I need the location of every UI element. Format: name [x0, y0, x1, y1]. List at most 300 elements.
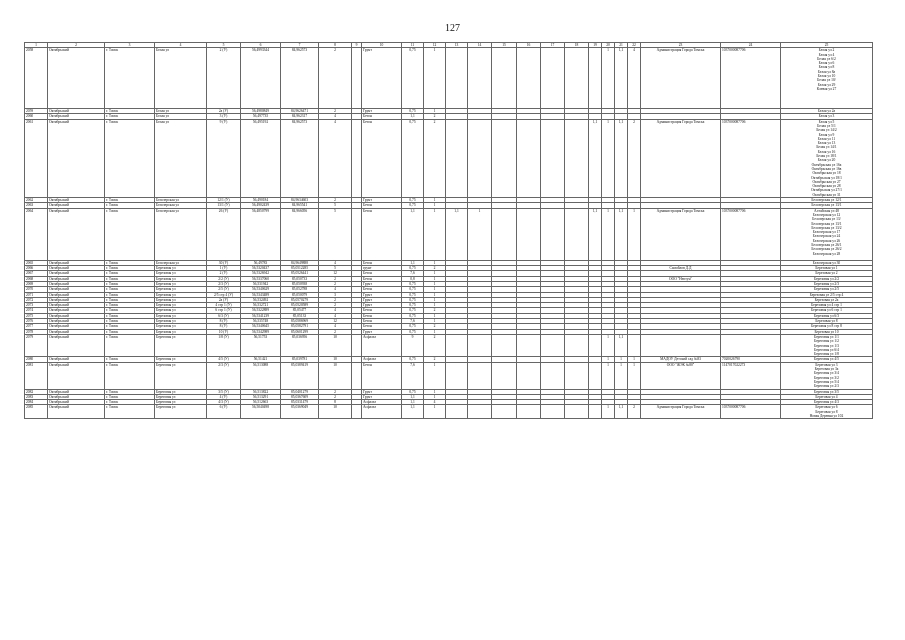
table-cell: 56,532492 [241, 297, 281, 302]
table-cell [541, 119, 565, 197]
table-cell: 2 [424, 334, 446, 356]
table-cell: 6 стр 1 (У) [207, 308, 241, 313]
table-cell: г. Томск [105, 319, 155, 324]
table-cell: 2 [319, 198, 352, 203]
table-cell: Октябрьский [48, 109, 105, 114]
table-cell: Бетон [362, 119, 402, 197]
table-cell: 1 [424, 48, 446, 109]
header-cell: 17 [541, 43, 565, 48]
table-cell: г. Томск [105, 394, 155, 399]
table-cell: 1,1 [402, 114, 424, 119]
table-cell: Береговая ул 3 Береговая ул 3а Береговая ул 3/4 Береговая ул 3/2 Береговая ул 5/4 Береговая ул 2/3 [781, 362, 873, 389]
table-cell: Березовая ул [155, 303, 207, 308]
table-cell: 2 [319, 394, 352, 399]
table-cell: Октябрьский [48, 329, 105, 334]
table-cell: 1 [424, 109, 446, 114]
header-cell: 15 [492, 43, 517, 48]
table-cell: 84,962573 [281, 48, 319, 109]
table-cell: 1 [602, 357, 615, 362]
table-cell: г. Томск [105, 357, 155, 362]
table-cell: Октябрьский [48, 282, 105, 287]
table-cell: 85,0601299 [281, 329, 319, 334]
table-cell: 1 [424, 287, 446, 292]
table-cell [446, 405, 468, 419]
table-cell: 2066 [25, 266, 48, 271]
table-cell: 0,75 [402, 308, 424, 313]
table-cell: 1037000087706 [721, 48, 781, 109]
table-cell: Березовая ул 2/5 стр 4 [781, 292, 873, 297]
table-cell: 2078 [25, 329, 48, 334]
table-cell: 1,1 [615, 48, 628, 109]
table-cell: Асфальт [362, 357, 402, 362]
table-cell: 1 [424, 297, 446, 302]
table-cell: 10 [319, 405, 352, 419]
table-cell: Белозерская ул 30 [781, 260, 873, 265]
table-cell: г. Томск [105, 329, 155, 334]
table-cell [468, 362, 492, 389]
table-cell: Бетон [362, 203, 402, 208]
table-cell: Октябрьский [48, 48, 105, 109]
table-cell: 0,75 [402, 324, 424, 329]
table-cell: 4 [319, 114, 352, 119]
table-cell: 0,75 [402, 48, 424, 109]
table-cell [641, 334, 721, 356]
table-cell: 2072 [25, 297, 48, 302]
table-cell: Береговая ул [155, 357, 207, 362]
table-cell: Бетон [362, 114, 402, 119]
table-cell: Береговая ул [155, 334, 207, 356]
table-cell: 6/3 (У) [207, 313, 241, 318]
table-cell: 2 (У) [207, 271, 241, 276]
table-cell: 56,4980849 [241, 109, 281, 114]
table-cell: Октябрьский [48, 198, 105, 203]
table-cell: 1,1 [589, 208, 602, 260]
table-cell: 0,75 [402, 287, 424, 292]
table-cell: 2085 [25, 405, 48, 419]
table-cell: 2 [319, 329, 352, 334]
table-cell: 2080 [25, 357, 48, 362]
table-cell: г. Томск [105, 405, 155, 419]
table-cell: Октябрьский [48, 203, 105, 208]
table-cell: 85,036956 [281, 334, 319, 356]
table-cell [352, 48, 362, 109]
table-cell: 85,0526441 [281, 271, 319, 276]
table-cell: 4 [319, 287, 352, 292]
table-cell: 56,490184 [241, 198, 281, 203]
table-cell: 7,6 [402, 271, 424, 276]
header-cell: 14 [468, 43, 492, 48]
table-cell: 1 [628, 208, 641, 260]
table-cell: Белая ул [155, 114, 207, 119]
table-cell: 1 [424, 198, 446, 203]
table-cell: Алтайская ул 48 Белозерская ул 12 Белозерская ул 13/ Белозерская ул 13/1 Белозерская ул 13/2 Белозерская ул 17 Белозерская ул 24 Белозерская ул 26 Белозерская ул 26/1 Белозерская ул 26/2 Белозерская ул 28 [781, 208, 873, 260]
table-cell: г. Томск [105, 297, 155, 302]
table-cell [565, 48, 589, 109]
header-cell: 12 [424, 43, 446, 48]
table-cell [565, 208, 589, 260]
table-cell: Грунт [362, 109, 402, 114]
table-cell: 2070 [25, 287, 48, 292]
table-cell: г. Томск [105, 287, 155, 292]
table-cell [468, 119, 492, 197]
table-cell: 56,4902439 [241, 203, 281, 208]
table-cell: Березовая ул [155, 282, 207, 287]
table-cell: 12/1 (У) [207, 198, 241, 203]
table-cell: г. Томск [105, 303, 155, 308]
table-cell: 2/5 стр 4 (У) [207, 292, 241, 297]
table-cell: Администрация Города Томска [641, 119, 721, 197]
table-cell: 4 [424, 400, 446, 405]
table-cell: Октябрьский [48, 319, 105, 324]
table-cell: 1 [602, 334, 615, 356]
table-cell: 2а (У) [207, 109, 241, 114]
table-cell: Березовая ул [155, 287, 207, 292]
table-cell: 1037000087706 [721, 405, 781, 419]
table-cell [352, 334, 362, 356]
table-cell: 0,75 [402, 389, 424, 394]
table-cell: 2077 [25, 324, 48, 329]
table-cell: 56,513088 [241, 362, 281, 389]
table-cell: 85,0369049 [281, 405, 319, 419]
table-cell: 0,8 [402, 276, 424, 281]
header-cell: 22 [628, 43, 641, 48]
table-cell: 30 (У) [207, 260, 241, 265]
table-cell: 1 [628, 357, 641, 362]
table-cell: 4 [319, 324, 352, 329]
table-cell: 4/3 (У) [207, 400, 241, 405]
table-cell: 1037000087706 [721, 208, 781, 260]
table-cell: 2 [319, 282, 352, 287]
table-cell: 1 [424, 362, 446, 389]
table-cell: Администрация Города Томска [641, 405, 721, 419]
table-cell: 1 [424, 276, 446, 281]
table-cell: Береговая ул [155, 394, 207, 399]
table-cell: Береговая ул [155, 362, 207, 389]
table-cell: Березовая ул 2а [781, 297, 873, 302]
table-cell: 1 (У) [207, 266, 241, 271]
table-cell: 84,9634603 [281, 198, 319, 203]
table-cell: Октябрьский [48, 394, 105, 399]
table-cell: 1 [424, 313, 446, 318]
table-cell: Березовая ул [155, 313, 207, 318]
table-cell: 84,966056 [281, 208, 319, 260]
table-cell: Бетон [362, 313, 402, 318]
table-cell: 4 стр 1 (У) [207, 303, 241, 308]
table-cell: 84,9626471 [281, 109, 319, 114]
header-cell: 2 [48, 43, 105, 48]
table-cell: Белая ул 3 [781, 114, 873, 119]
table-cell: Октябрьский [48, 334, 105, 356]
table-cell: г. Томск [105, 400, 155, 405]
table-cell: 2071 [25, 292, 48, 297]
table-cell: 56,4993344 [241, 48, 281, 109]
table-cell: 2081 [25, 362, 48, 389]
table-cell: Березовая ул 10 [781, 329, 873, 334]
table-cell: 10 [319, 334, 352, 356]
table-cell: Бетон [362, 208, 402, 260]
table-cell: 85,05133 [281, 313, 319, 318]
table-cell: 84,965541 [281, 203, 319, 208]
table-cell: 85,052788 [281, 287, 319, 292]
table-cell: г. Томск [105, 208, 155, 260]
table-cell: Березовая ул [155, 292, 207, 297]
table-cell: 8 (У) [207, 319, 241, 324]
table-cell: Белая ул 2а [781, 109, 873, 114]
table-cell: 10 [319, 362, 352, 389]
table-cell: Березовая ул 6/3 [781, 313, 873, 318]
header-cell: 1 [25, 43, 48, 48]
table-cell: 1,1 [589, 119, 602, 197]
table-cell: Октябрьский [48, 260, 105, 265]
table-cell: 84,962317 [281, 114, 319, 119]
table-cell: 1 [424, 329, 446, 334]
table-cell: Октябрьский [48, 119, 105, 197]
table-cell: 2076 [25, 319, 48, 324]
table-row [25, 405, 873, 419]
table-cell [517, 119, 541, 197]
table-cell: 84,9649888 [281, 260, 319, 265]
table-cell: 8 [319, 400, 352, 405]
table-cell: 1,1 [402, 405, 424, 419]
table-cell: 2 (У) [207, 48, 241, 109]
table-cell: Бетон [362, 260, 402, 265]
table-cell: 1037000087706 [721, 119, 781, 197]
table-cell: Березовая ул 6 стр 1 [781, 308, 873, 313]
table-cell: 2061 [25, 119, 48, 197]
table-cell: 2 [319, 389, 352, 394]
table-cell: 56,5320437 [241, 266, 281, 271]
table-cell: г. Томск [105, 271, 155, 276]
table-cell [352, 208, 362, 260]
table-cell: 2 [424, 114, 446, 119]
table-cell: 5 [319, 203, 352, 208]
table-cell: 0,75 [402, 119, 424, 197]
header-cell: 23 [641, 43, 721, 48]
table-cell: 56,5340645 [241, 324, 281, 329]
table-cell [565, 334, 589, 356]
table-cell: 2083 [25, 394, 48, 399]
table-cell: г. Томск [105, 203, 155, 208]
table-cell: 56,5342989 [241, 329, 281, 334]
table-cell: 1 [424, 394, 446, 399]
table-cell: 85,0586969 [281, 319, 319, 324]
table-cell: Березовая ул [155, 297, 207, 302]
table-cell [517, 362, 541, 389]
table-cell: Бетон [362, 319, 402, 324]
table-cell: 4 [319, 119, 352, 197]
header-cell: 24 [721, 43, 781, 48]
table-cell: 2/5 (У) [207, 287, 241, 292]
table-cell: 1,1 [615, 208, 628, 260]
table-cell: 5 [319, 266, 352, 271]
table-cell: 1 [602, 405, 615, 419]
table-cell: Береговая ул 4/3 [781, 400, 873, 405]
table-cell: 2069 [25, 282, 48, 287]
table-cell: 0,75 [402, 357, 424, 362]
table-cell: г. Томск [105, 324, 155, 329]
table-cell: г. Томск [105, 119, 155, 197]
table-cell: Белозерская ул [155, 198, 207, 203]
table-cell [628, 334, 641, 356]
header-cell: 16 [517, 43, 541, 48]
table-cell: Бетон [362, 287, 402, 292]
header-cell: 19 [589, 43, 602, 48]
table-cell: 4/5 (У) [207, 357, 241, 362]
table-cell: 2084 [25, 400, 48, 405]
table-cell: Грунт [362, 394, 402, 399]
table-cell: 2 [319, 109, 352, 114]
table-cell: 1 [424, 405, 446, 419]
table-cell: Октябрьский [48, 266, 105, 271]
table-cell: Грунт [362, 48, 402, 109]
table-cell: 0,75 [402, 292, 424, 297]
table-cell [541, 208, 565, 260]
table-cell [517, 334, 541, 356]
table-cell [446, 334, 468, 356]
table-cell: 3/5 (У) [207, 389, 241, 394]
table-cell: 2 [424, 308, 446, 313]
table-cell [352, 362, 362, 389]
table-cell: г. Томск [105, 389, 155, 394]
table-cell [492, 362, 517, 389]
table-cell: Октябрьский [48, 303, 105, 308]
table-cell: 5 [319, 208, 352, 260]
table-cell: 56,51753 [241, 334, 281, 356]
table-cell: Октябрьский [48, 324, 105, 329]
table-cell: 2/3 (У) [207, 362, 241, 389]
table-cell: 85,050733 [281, 276, 319, 281]
table-cell: Березовая ул [155, 276, 207, 281]
table-cell [468, 405, 492, 419]
table-cell: 12 [319, 271, 352, 276]
table-cell [517, 405, 541, 419]
table-cell: ООО "Нептун" [641, 276, 721, 281]
table-cell [468, 48, 492, 109]
table-cell [446, 362, 468, 389]
header-cell: 5 [207, 43, 241, 48]
table-cell: 1 [424, 303, 446, 308]
table-cell [541, 405, 565, 419]
table-cell [446, 119, 468, 197]
table-cell: 1,1 [402, 400, 424, 405]
table-cell: 2/2 (У) [207, 276, 241, 281]
table-row [25, 119, 873, 197]
table-cell: Березовая ул 1 [781, 266, 873, 271]
table-cell: 0,75 [402, 282, 424, 287]
table-cell: 56,532721 [241, 303, 281, 308]
table-cell: 1 [628, 362, 641, 389]
table-cell: 1,1 [446, 208, 468, 260]
table-cell: Октябрьский [48, 308, 105, 313]
table-cell: 9 [402, 334, 424, 356]
table-cell [589, 405, 602, 419]
table-cell: 1 [424, 260, 446, 265]
table-cell: г. Томск [105, 260, 155, 265]
table-cell: 2 [628, 405, 641, 419]
page-number: 127 [445, 23, 460, 34]
table-cell: 2065 [25, 260, 48, 265]
table-cell: 56,5341239 [241, 313, 281, 318]
table-cell: Бетон [362, 276, 402, 281]
table-cell: Береговая ул 4/5 [781, 357, 873, 362]
table-cell: 1,1 [402, 394, 424, 399]
table-cell: 56,512663 [241, 400, 281, 405]
table-cell: 0,75 [402, 297, 424, 302]
table-cell: 56,535748 [241, 319, 281, 324]
table-row [25, 208, 873, 260]
table-cell: 56,5343489 [241, 292, 281, 297]
table-cell: Березовая ул [155, 329, 207, 334]
table-cell: 1 [602, 119, 615, 197]
table-cell: 2063 [25, 203, 48, 208]
table-cell [721, 334, 781, 356]
table-cell: 56,513291 [241, 394, 281, 399]
table-cell: 4 [319, 308, 352, 313]
table-cell: 56,51421 [241, 357, 281, 362]
table-cell: Грунт [362, 389, 402, 394]
table-cell: 1/8 (У) [207, 334, 241, 356]
table-cell: г. Томск [105, 313, 155, 318]
table-cell [492, 208, 517, 260]
table-cell: 85,039781 [281, 357, 319, 362]
header-cell: 20 [602, 43, 615, 48]
table-cell: Белозерская ул [155, 260, 207, 265]
table-row [25, 334, 873, 356]
table-cell: 1 [615, 357, 628, 362]
table-cell: Березовая ул [155, 266, 207, 271]
table-cell: г. Томск [105, 109, 155, 114]
table-cell: 2058 [25, 48, 48, 109]
header-cell: 18 [565, 43, 589, 48]
table-cell: Березовая ул [155, 308, 207, 313]
table-cell: 7020026790 [721, 357, 781, 362]
table-cell: Березовая ул 8 стр 8 [781, 324, 873, 329]
table-cell: 2а (У) [207, 297, 241, 302]
table-cell: 85,0512285 [281, 266, 319, 271]
table-cell: 85,050079 [281, 292, 319, 297]
table-cell: 7,6 [402, 319, 424, 324]
table-cell: Березовая ул 2/3 [781, 282, 873, 287]
table-cell: 2073 [25, 303, 48, 308]
table-cell: г. Томск [105, 282, 155, 287]
table-cell: Грунт [362, 292, 402, 297]
table-cell: 10 (У) [207, 329, 241, 334]
table-cell: 2 [424, 357, 446, 362]
table-cell: 56,5040498 [241, 405, 281, 419]
table-cell [492, 119, 517, 197]
table-cell: 1 [424, 292, 446, 297]
table-cell: 1 [424, 319, 446, 324]
table-cell: Грунт [362, 282, 402, 287]
table-cell: Октябрьский [48, 400, 105, 405]
table-cell: 56,4850799 [241, 208, 281, 260]
table-cell: 9 (У) [207, 119, 241, 197]
table-row [25, 48, 873, 109]
table-cell: Белая ул 5 Белая ул 5/1 Белая ул 14/2 Белая ул 9 Белая ул 11 Белая ул 13 Белая ул 14/1 Белая ул 16 Белая ул 18/1 Белая ул 20 Октябрьская ул 16а Октябрьская ул 16в Октябрьская ул 18 Октябрьская ул 18/1 Октябрьская ул 27 Октябрьская ул 28 Октябрьская ул 27/1 Октябрьская ул 31 [781, 119, 873, 197]
table-cell: 4 [628, 48, 641, 109]
header-cell: 4 [155, 43, 207, 48]
table-cell: 0,75 [402, 303, 424, 308]
table-cell: Белозерская ул 12/1 [781, 198, 873, 203]
table-cell: Березовая ул 2 [781, 271, 873, 276]
table-cell: Октябрьский [48, 362, 105, 389]
table-cell: 56,5322889 [241, 308, 281, 313]
table-cell: ООО "ЖЭК №80" [641, 362, 721, 389]
table-cell: 2079 [25, 334, 48, 356]
table-cell: Береговая ул 1/1 Береговая ул 1/2 Береговая ул 1/3 Береговая ул 6/4 Береговая ул 1/8 [781, 334, 873, 356]
table-cell [352, 405, 362, 419]
table-cell: Бетон [362, 362, 402, 389]
